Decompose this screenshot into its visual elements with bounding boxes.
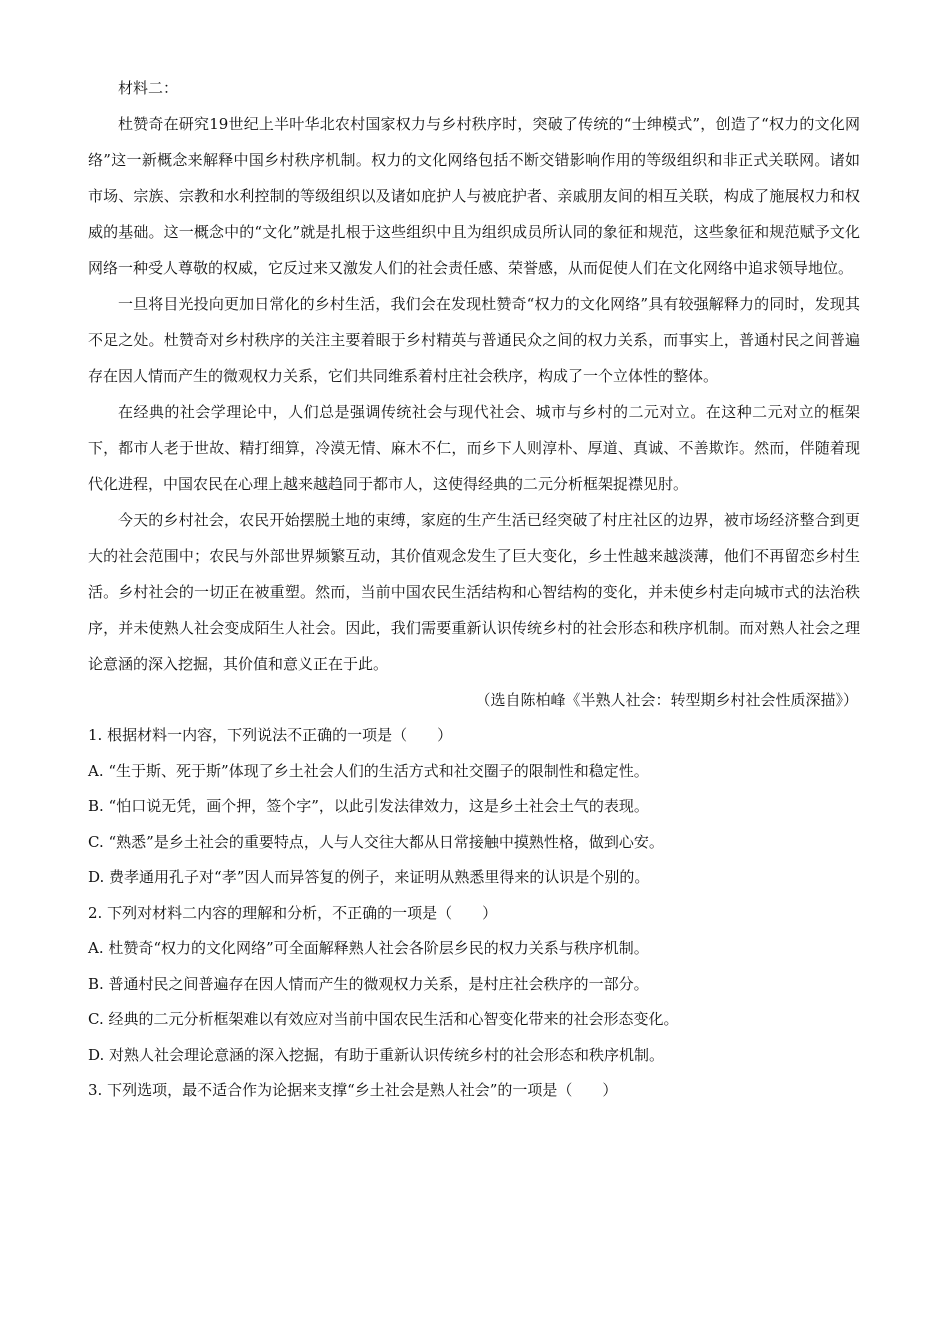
material-two-heading: 材料二： — [118, 79, 179, 97]
question-stem: 3. 下列选项，最不适合作为论据来支撑“乡土社会是熟人社会”的一项是（ ） — [88, 1081, 618, 1099]
question-stem: 2. 下列对材料二内容的理解和分析，不正确的一项是（ ） — [88, 903, 498, 922]
question-option: A. 杜赞奇“权力的文化网络”可全面解释熟人社会各阶层乡民的权力关系与秩序机制。 — [88, 939, 649, 957]
question-3 — [88, 1073, 860, 1109]
question-stem: 1. 根据材料一内容，下列说法不正确的一项是（ ） — [88, 726, 453, 744]
source-citation: （选自陈柏峰《半熟人社会：转型期乡村社会性质深描》） — [475, 691, 858, 709]
question-option: B. 普通村民之间普遍存在因人情而产生的微观权力关系，是村庄社会秩序的一部分。 — [88, 974, 649, 993]
question-option: C. 经典的二元分析框架难以有效应对当前中国农民生活和心智变化带来的社会形态变化。 — [88, 1010, 679, 1028]
question-option: D. 费孝通用孔子对“孝”因人而异答复的例子，来证明从熟悉里得来的认识是个别的。 — [88, 868, 650, 886]
material-two-paragraph-3: 在经典的社会学理论中，人们总是强调传统社会与现代社会、城市与乡村的二元对立。在这种二元对立的框架下，都市人老于世故、精打细算，冷漠无情、麻木不仁，而乡下人则淳朴、厚道、真诚、不善欺诈。然而，伴随着现代化进程，中国农民在心理上越来越趋同于都市人，这使得经典的二元分析框架捉襟见肘。 — [88, 403, 860, 493]
material-two-paragraph-4: 今天的乡村社会，农民开始摆脱土地的束缚，家庭的生产生活已经突破了村庄社区的边界，被市场经济整合到更大的社会范围中；农民与外部世界频繁互动，其价值观念发生了巨大变化，乡土性越来越淡薄，他们不再留恋乡村生活。乡村社会的一切正在被重塑。然而，当前中国农民生活结构和心智结构的变化，并未使乡村走向城市式的法治秩序，并未使熟人社会变成陌生人社会。因此，我们需要重新认识传统乡村的社会形态和秩序机制。而对熟人社会之理论意涵的深入挖掘，其价值和意义正在于此。 — [88, 511, 860, 673]
question-option: D. 对熟人社会理论意涵的深入挖掘，有助于重新认识传统乡村的社会形态和秩序机制。 — [88, 1045, 665, 1064]
exam-page — [88, 70, 860, 1109]
question-1 — [88, 718, 860, 896]
material-two-paragraph-1: 杜赞奇在研究19世纪上半叶华北农村国家权力与乡村秩序时，突破了传统的“士绅模式”，创造了“权力的文化网络”这一新概念来解释中国乡村秩序机制。权力的文化网络包括不断交错影响作用的等级组织和非正式关联网。诸如市场、宗族、宗教和水利控制的等级组织以及诸如庇护人与被庇护者、亲戚朋友间的相互关联，构成了施展权力和权威的基础。这一概念中的“文化”就是扎根于这些组织中且为组织成员所认同的象征和规范，这些象征和规范赋予文化网络一种受人尊敬的权威，它反过来又激发人们的社会责任感、荣誉感，从而促使人们在文化网络中追求领导地位。 — [88, 115, 860, 277]
question-option: B. “怕口说无凭，画个押，签个字”，以此引发法律效力，这是乡土社会土气的表现。 — [88, 797, 649, 815]
question-2 — [88, 896, 860, 1074]
question-option: A. “生于斯、死于斯”体现了乡土社会人们的生活方式和社交圈子的限制性和稳定性。 — [88, 761, 649, 780]
question-option: C. “熟悉”是乡土社会的重要特点，人与人交往大都从日常接触中摸熟性格，做到心安。 — [88, 832, 664, 851]
material-two-paragraph-2: 一旦将目光投向更加日常化的乡村生活，我们会在发现杜赞奇“权力的文化网络”具有较强解释力的同时，发现其不足之处。杜赞奇对乡村秩序的关注主要着眼于乡村精英与普通民众之间的权力关系，而事实上，普通村民之间普遍存在因人情而产生的微观权力关系，它们共同维系着村庄社会秩序，构成了一个立体性的整体。 — [88, 295, 860, 385]
